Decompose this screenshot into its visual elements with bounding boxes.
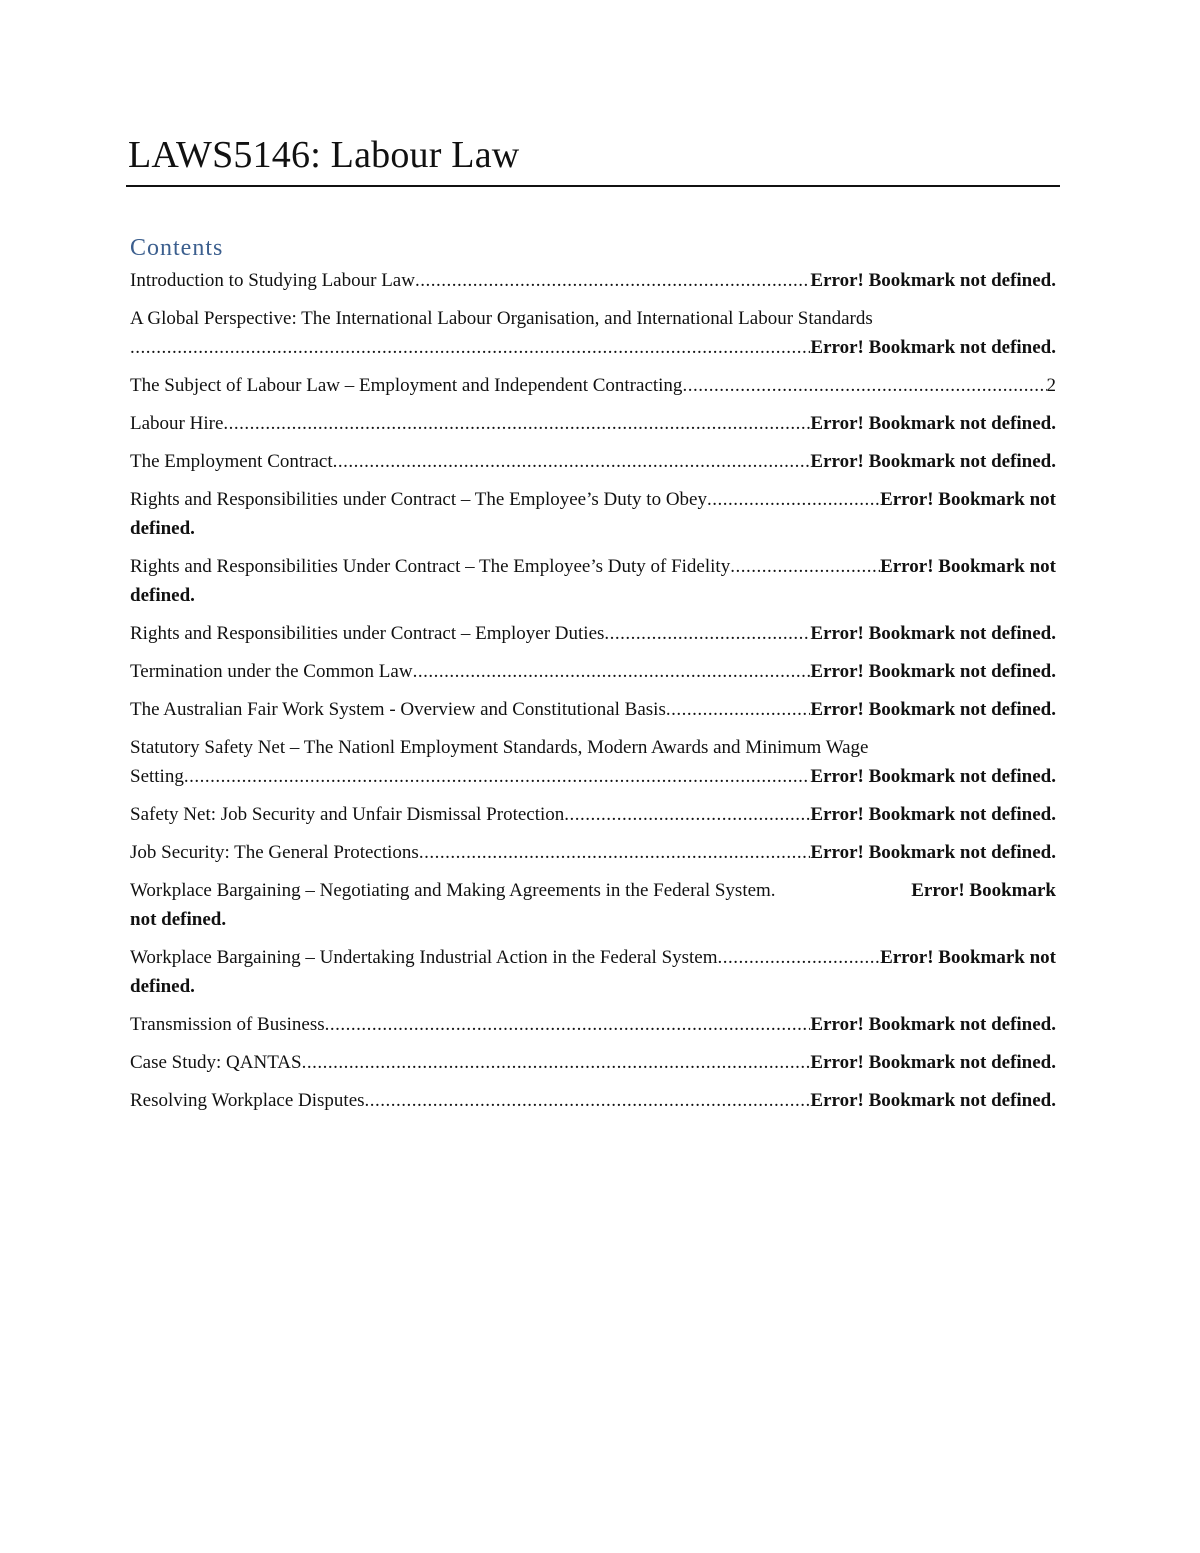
toc-entry[interactable] — [130, 800, 1056, 829]
toc-page-reference: Error! Bookmark not defined. — [810, 661, 1056, 682]
dot-leader — [564, 800, 810, 829]
toc-page-reference: Error! Bookmark not — [880, 947, 1056, 968]
toc-entry-title: Resolving Workplace Disputes — [130, 1090, 365, 1111]
toc-entry-title: Termination under the Common Law — [130, 661, 413, 682]
toc-entry-title-line: Statutory Safety Net – The Nationl Employment Standards, Modern Awards and Minimum Wage — [130, 737, 869, 758]
toc-entry-title: Case Study: QANTAS — [130, 1052, 302, 1073]
toc-page-reference: Error! Bookmark not defined. — [810, 1052, 1056, 1073]
toc-entry[interactable] — [130, 409, 1056, 438]
toc-entry-row — [130, 762, 1056, 791]
toc-entry-title: Setting — [130, 766, 184, 787]
toc-page-reference: Error! Bookmark not defined. — [810, 451, 1056, 472]
toc-entry[interactable] — [130, 838, 1056, 867]
dot-leader — [419, 838, 811, 867]
toc-entry-row — [130, 943, 1056, 972]
toc-page-reference: Error! Bookmark not defined. — [810, 1090, 1056, 1111]
title-underline — [126, 185, 1060, 187]
toc-page-reference: Error! Bookmark not — [880, 556, 1056, 577]
dot-leader — [223, 409, 810, 438]
toc-page-reference: Error! Bookmark not defined. — [810, 699, 1056, 720]
dot-leader — [302, 1048, 811, 1077]
toc-entry[interactable] — [130, 552, 1056, 610]
dot-leader — [666, 695, 811, 724]
toc-page-reference: Error! Bookmark not defined. — [810, 270, 1056, 291]
toc-entry[interactable] — [130, 266, 1056, 295]
dot-leader — [333, 447, 811, 476]
toc-entry-title: The Australian Fair Work System - Overview and Constitutional Basis — [130, 699, 666, 720]
toc-entry[interactable] — [130, 619, 1056, 648]
toc-entry-title: Rights and Responsibilities Under Contract – The Employee’s Duty of Fidelity — [130, 556, 731, 577]
dot-leader — [718, 943, 881, 972]
toc-page-reference: Error! Bookmark not defined. — [810, 1014, 1056, 1035]
toc-entry-title: Safety Net: Job Security and Unfair Dismissal Protection — [130, 804, 565, 825]
contents-heading: Contents — [130, 235, 224, 261]
dot-leader — [413, 657, 811, 686]
toc-entry-title: The Employment Contract — [130, 451, 333, 472]
dot-leader — [365, 1086, 811, 1115]
toc-entry[interactable] — [130, 485, 1056, 543]
toc-page-reference-continued: defined. — [130, 585, 195, 606]
toc-entry-title: Labour Hire — [130, 413, 224, 434]
toc-entry-title: The Subject of Labour Law – Employment and Independent Contracting — [130, 375, 683, 396]
toc-entry-row — [130, 371, 1056, 400]
toc-entry-row — [130, 1048, 1056, 1077]
toc-page-reference: Error! Bookmark not defined. — [810, 766, 1056, 787]
toc-entry-title: Job Security: The General Protections — [130, 842, 419, 863]
toc-entry-row — [130, 333, 1056, 362]
toc-entry-row — [130, 695, 1056, 724]
toc-entry-row — [130, 1010, 1056, 1039]
toc-page-reference: Error! Bookmark — [911, 880, 1056, 901]
toc-entry-row — [130, 838, 1056, 867]
toc-entry-row — [130, 876, 1056, 905]
dot-leader — [415, 266, 810, 295]
toc-entry[interactable] — [130, 371, 1056, 400]
toc-page-reference: 2 — [1046, 375, 1056, 396]
toc-entry-row — [130, 800, 1056, 829]
toc-entry-row — [130, 409, 1056, 438]
dot-leader — [707, 485, 880, 514]
toc-entry-row — [130, 447, 1056, 476]
toc-entry[interactable] — [130, 1048, 1056, 1077]
dot-leader — [184, 762, 811, 791]
toc-entry-row — [130, 485, 1056, 514]
toc-entry-title: Rights and Responsibilities under Contract – The Employee’s Duty to Obey — [130, 489, 707, 510]
table-of-contents — [130, 266, 1056, 1124]
toc-entry[interactable] — [130, 1010, 1056, 1039]
toc-entry-title: Workplace Bargaining – Negotiating and Making Agreements in the Federal System. — [130, 880, 776, 901]
toc-entry[interactable] — [130, 695, 1056, 724]
toc-entry-title-line: A Global Perspective: The International Labour Organisation, and International Labour Standards — [130, 308, 873, 329]
toc-entry-row — [130, 619, 1056, 648]
toc-page-reference: Error! Bookmark not — [880, 489, 1056, 510]
toc-entry-title: Rights and Responsibilities under Contract – Employer Duties — [130, 623, 605, 644]
dot-leader — [130, 333, 810, 362]
toc-entry[interactable] — [130, 1086, 1056, 1115]
toc-page-reference: Error! Bookmark not defined. — [810, 413, 1056, 434]
toc-entry[interactable] — [130, 657, 1056, 686]
toc-page-reference-continued: defined. — [130, 518, 195, 539]
dot-leader — [730, 552, 880, 581]
toc-entry-title: Introduction to Studying Labour Law — [130, 270, 415, 291]
document-title: LAWS5146: Labour Law — [128, 134, 520, 176]
toc-entry[interactable] — [130, 447, 1056, 476]
dot-leader — [682, 371, 1046, 400]
toc-entry-row — [130, 266, 1056, 295]
toc-entry[interactable] — [130, 876, 1056, 934]
toc-entry[interactable] — [130, 733, 1056, 791]
toc-page-reference-continued: defined. — [130, 976, 195, 997]
toc-page-reference-continued: not defined. — [130, 909, 227, 930]
toc-page-reference: Error! Bookmark not defined. — [810, 804, 1056, 825]
toc-entry[interactable] — [130, 304, 1056, 362]
dot-leader — [325, 1010, 811, 1039]
toc-entry-title: Workplace Bargaining – Undertaking Industrial Action in the Federal System — [130, 947, 718, 968]
toc-page-reference: Error! Bookmark not defined. — [810, 337, 1056, 358]
toc-entry-row — [130, 657, 1056, 686]
dot-leader — [604, 619, 810, 648]
toc-page-reference: Error! Bookmark not defined. — [810, 623, 1056, 644]
toc-entry[interactable] — [130, 943, 1056, 1001]
toc-entry-title: Transmission of Business — [130, 1014, 325, 1035]
toc-entry-row — [130, 1086, 1056, 1115]
toc-page-reference: Error! Bookmark not defined. — [810, 842, 1056, 863]
toc-entry-row — [130, 552, 1056, 581]
